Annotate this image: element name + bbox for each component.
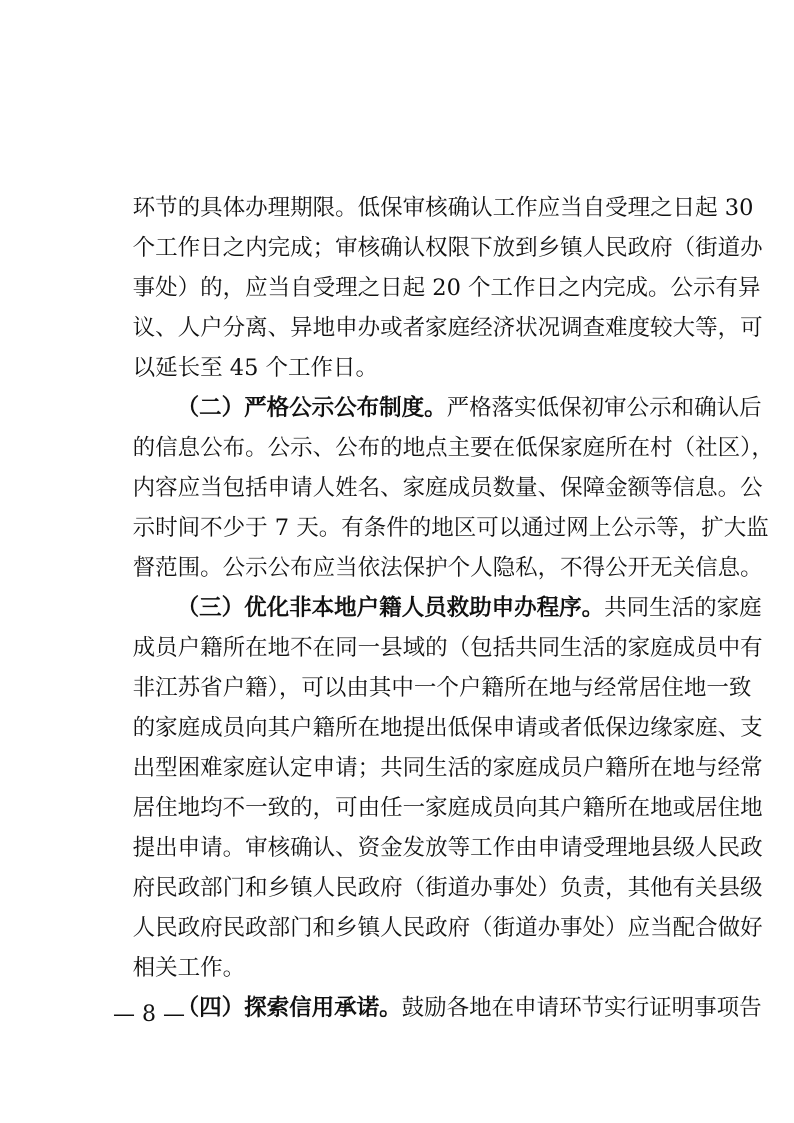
line-text: 事处）的，应当自受理之日起 20 个工作日之内完成。公示有异 [132, 275, 761, 301]
body-line [104, 148, 754, 221]
body-line [104, 868, 763, 941]
line-text: 居住地均不一致的，可由任一家庭成员向其户籍所在地或居住地 [132, 795, 763, 821]
body-line [104, 708, 763, 781]
line-text: 示时间不少于 7 天。有条件的地区可以通过网上公示等，扩大监 [132, 515, 769, 541]
body-line [104, 468, 769, 541]
body-line [104, 788, 763, 861]
line-text: 的信息公布。公示、公布的地点主要在低保家庭所在村（社区）， [132, 435, 774, 461]
line-text: 严格落实低保初审公示和确认后 [446, 395, 762, 421]
body-line [104, 588, 763, 661]
line-text: 成员户籍所在地不在同一县域的（包括共同生活的家庭成员中有 [132, 635, 763, 661]
line-text: 鼓励各地在申请环节实行证明事项告 [401, 995, 762, 1021]
body-line [104, 308, 690, 381]
line-text: 环节的具体办理期限。低保审核确认工作应当自受理之日起 30 [132, 195, 754, 221]
body-line [104, 628, 752, 701]
body-line [104, 748, 763, 821]
section-heading: （三）优化非本地户籍人员救助申办程序。 [176, 595, 605, 621]
line-text: 府民政部门和乡镇人民政府（街道办事处）负责，其他有关县级 [132, 875, 763, 901]
body-line [104, 508, 763, 581]
line-text: 个工作日之内完成；审核确认权限下放到乡镇人民政府（街道办 [132, 235, 763, 261]
section-heading: （四）探索信用承诺。 [176, 995, 402, 1021]
section-heading: （二）严格公示公布制度。 [176, 395, 447, 421]
page-number: — 8 — [113, 1002, 185, 1027]
section-heading-line [148, 548, 762, 621]
body-line [104, 268, 763, 341]
body-line [104, 388, 774, 461]
line-text: 内容应当包括申请人姓名、家庭成员数量、保障金额等信息。公 [132, 475, 763, 501]
section-heading-line [148, 348, 762, 421]
line-text: 出型困难家庭认定申请；共同生活的家庭成员户籍所在地与经常 [132, 755, 763, 781]
body-line [104, 188, 763, 261]
body-line [104, 908, 690, 981]
line-text: 督范围。公示公布应当依法保护个人隐私，不得公开无关信息。 [132, 555, 763, 581]
body-line [104, 668, 763, 741]
body-line [104, 828, 763, 901]
section-heading-line [148, 948, 762, 1021]
line-text: 以延长至 45 个工作日。 [132, 355, 379, 381]
line-text: 非江苏省户籍），可以由其中一个户籍所在地与经常居住地一致 [132, 675, 752, 701]
line-text: 共同生活的家庭 [604, 595, 762, 621]
line-text: 议、人户分离、异地申办或者家庭经济状况调查难度较大等，可 [132, 315, 763, 341]
line-text: 相关工作。 [132, 955, 246, 981]
body-line [104, 228, 761, 301]
line-text: 人民政府民政部门和乡镇人民政府（街道办事处）应当配合做好 [132, 915, 763, 941]
line-text: 的家庭成员向其户籍所在地提出低保申请或者低保边缘家庭、支 [132, 715, 763, 741]
body-line [104, 428, 763, 501]
line-text: 提出申请。审核确认、资金发放等工作由申请受理地县级人民政 [132, 835, 763, 861]
